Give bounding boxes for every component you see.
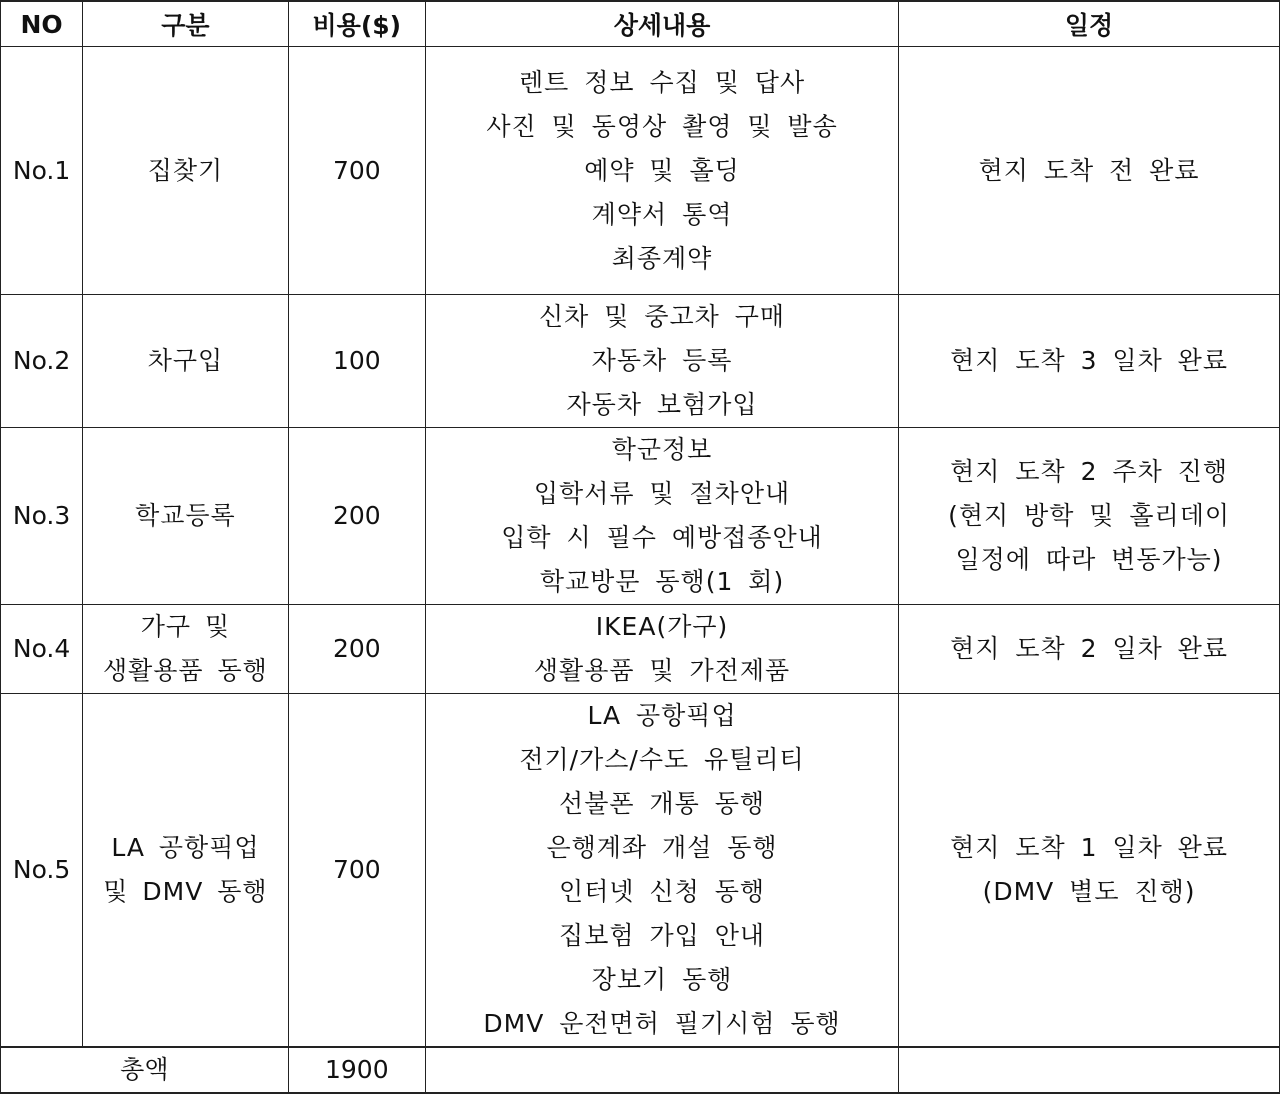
row-no: No.3 bbox=[1, 428, 83, 605]
row-category bbox=[83, 295, 288, 428]
header-detail: 상세내용 bbox=[425, 1, 898, 47]
schedule-line: 현지 도착 2 주차 진행 bbox=[950, 457, 1228, 486]
detail-line: 자동차 보험가입 bbox=[566, 390, 758, 419]
detail-line: 선불폰 개통 동행 bbox=[559, 789, 765, 818]
category-line: 가구 및 bbox=[140, 612, 231, 641]
detail-line: 전기/가스/수도 유틸리티 bbox=[519, 745, 805, 774]
row-cost: 100 bbox=[288, 295, 425, 428]
category-line: LA 공항픽업 bbox=[111, 833, 260, 862]
row-cost: 700 bbox=[288, 47, 425, 295]
schedule-line: 일정에 따라 변동가능) bbox=[955, 545, 1223, 574]
detail-line: 입학 시 필수 예방접종안내 bbox=[501, 523, 823, 552]
category-line: 차구입 bbox=[147, 346, 224, 375]
detail-line: 최종계약 bbox=[611, 243, 713, 273]
header-schedule: 일정 bbox=[899, 1, 1280, 47]
row-no: No.4 bbox=[1, 605, 83, 694]
category-line: 및 DMV 동행 bbox=[103, 877, 268, 906]
detail-line: 입학서류 및 절차안내 bbox=[533, 479, 791, 508]
detail-line: 은행계좌 개설 동행 bbox=[546, 833, 778, 862]
schedule-line: (DMV 별도 진행) bbox=[982, 877, 1196, 906]
total-cost: 1900 bbox=[288, 1047, 425, 1093]
total-schedule-empty bbox=[899, 1047, 1280, 1093]
detail-line: 학군정보 bbox=[611, 435, 713, 464]
detail-line: 장보기 동행 bbox=[591, 965, 733, 994]
row-details bbox=[425, 694, 898, 1048]
row-schedule bbox=[899, 694, 1280, 1048]
detail-line: 계약서 통역 bbox=[591, 199, 733, 229]
row-cost: 200 bbox=[288, 605, 425, 694]
row-schedule bbox=[899, 47, 1280, 295]
row-cost: 200 bbox=[288, 428, 425, 605]
detail-line: 사진 및 동영상 촬영 및 발송 bbox=[486, 111, 838, 141]
category-line: 학교등록 bbox=[135, 501, 236, 530]
category-line: 집찾기 bbox=[147, 155, 224, 185]
row-category bbox=[83, 428, 288, 605]
row-cost: 700 bbox=[288, 694, 425, 1048]
row-details bbox=[425, 47, 898, 295]
detail-line: 예약 및 홀딩 bbox=[584, 155, 740, 185]
schedule-line: 현지 도착 2 일차 완료 bbox=[950, 634, 1228, 663]
table-row bbox=[1, 428, 1280, 605]
row-schedule bbox=[899, 295, 1280, 428]
table-row bbox=[1, 47, 1280, 295]
total-label: 총액 bbox=[1, 1047, 289, 1093]
detail-line: 인터넷 신청 동행 bbox=[559, 877, 765, 906]
detail-line: 생활용품 및 가전제품 bbox=[533, 656, 791, 685]
detail-line: IKEA(가구) bbox=[595, 612, 729, 641]
row-category bbox=[83, 694, 288, 1048]
table-row bbox=[1, 605, 1280, 694]
header-cost: 비용($) bbox=[288, 1, 425, 47]
category-line: 생활용품 동행 bbox=[102, 656, 268, 685]
row-category bbox=[83, 47, 288, 295]
row-no: No.5 bbox=[1, 694, 83, 1048]
table-row bbox=[1, 694, 1280, 1048]
row-details bbox=[425, 295, 898, 428]
detail-line: 집보험 가입 안내 bbox=[559, 921, 765, 950]
schedule-line: 현지 도착 1 일차 완료 bbox=[950, 833, 1228, 862]
detail-line: 신차 및 중고차 구매 bbox=[539, 302, 786, 331]
table-row bbox=[1, 295, 1280, 428]
row-no: No.2 bbox=[1, 295, 83, 428]
detail-line: 학교방문 동행(1 회) bbox=[539, 567, 785, 596]
header-no: NO bbox=[1, 1, 83, 47]
row-category bbox=[83, 605, 288, 694]
total-row bbox=[1, 1047, 1280, 1093]
header-category: 구분 bbox=[83, 1, 288, 47]
row-schedule bbox=[899, 428, 1280, 605]
schedule-line: 현지 도착 전 완료 bbox=[978, 155, 1200, 185]
schedule-line: (현지 방학 및 홀리데이 bbox=[948, 501, 1231, 530]
detail-line: LA 공항픽업 bbox=[587, 701, 737, 730]
detail-line: 자동차 등록 bbox=[591, 346, 733, 375]
row-schedule bbox=[899, 605, 1280, 694]
table-header-row bbox=[1, 1, 1280, 47]
detail-line: DMV 운전면허 필기시험 동행 bbox=[483, 1009, 841, 1038]
total-detail-empty bbox=[425, 1047, 898, 1093]
detail-line: 렌트 정보 수집 및 답사 bbox=[518, 67, 806, 97]
row-no: No.1 bbox=[1, 47, 83, 295]
row-details bbox=[425, 605, 898, 694]
schedule-line: 현지 도착 3 일차 완료 bbox=[950, 346, 1228, 375]
row-details bbox=[425, 428, 898, 605]
